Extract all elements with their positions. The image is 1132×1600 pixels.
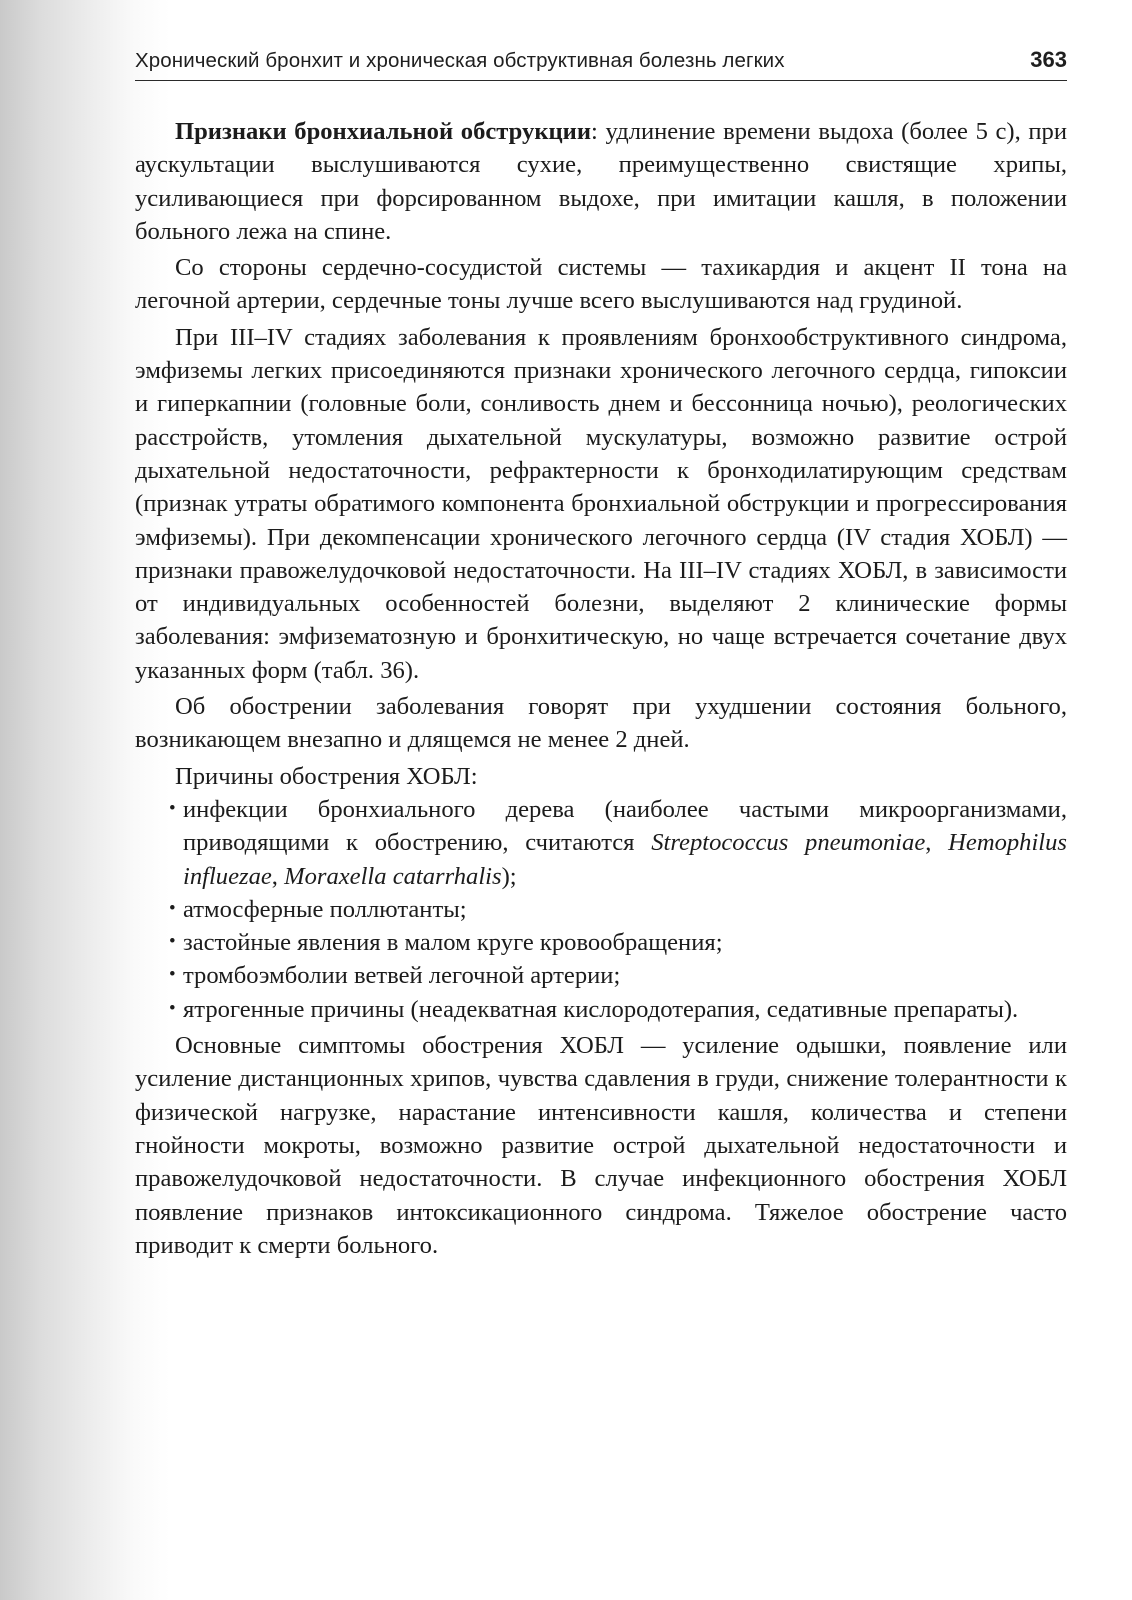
paragraph-cardiovascular: Со стороны сердечно-сосудистой системы — тахикардия и акцент II тона на легочной артерии, сердечные тоны лучше всего выслушиваются над грудиной. [135, 254, 1067, 315]
list-item: • атмосферные поллютанты; [183, 893, 1067, 926]
causes-list [135, 793, 1067, 1026]
list-item-text: инфекции бронхиального дерева (наиболее частыми микроорганизмами, приводящими к обострению, считаются [183, 795, 1067, 857]
paragraph-obstruction-signs [135, 115, 1067, 248]
organism-name: Hemophilus influezae [183, 829, 1068, 890]
list-item: • тромбоэмболии ветвей легочной артерии; [183, 959, 1067, 992]
organism-name: Moraxella catarrhalis [284, 862, 502, 890]
list-item [183, 793, 1067, 893]
organism-name: Streptococcus pneumoniae [651, 829, 926, 857]
body-text [135, 115, 1067, 1262]
paragraph-stages: При III–IV стадиях заболевания к проявлениям бронхообструктивного синдрома, эмфиземы легких присоединяются признаки хронического легочного сердца, гипоксии и гиперкапнии (головные боли, сонливость днем и бессонница ночью), реологических расстройств, утомления дыхательной мускулатуры, возможно развитие острой дыхательной недостаточности, рефрактерности к бронходилатирующим средствам (признак утраты обратимого компонента бронхиальной обструкции и прогрессирования эмфиземы). При декомпенсации хронического легочного сердца (IV стадия ХОБЛ) — признаки правожелудочковой недостаточности. На III–IV стадиях ХОБЛ, в зависимости от индивидуальных особенностей болезни, выделяют 2 клинические формы заболевания: эмфизематозную и бронхитическую, но чаще встречается сочетание двух указанных форм (табл. 36). [135, 323, 1067, 684]
running-title: Хронический бронхит и хроническая обструктивная болезнь легких [135, 49, 785, 72]
page-number: 363 [1030, 47, 1067, 72]
list-item: • ятрогенные причины (неадекватная кислородотерапия, седативные препараты). [183, 993, 1067, 1026]
list-item-end: ); [501, 862, 517, 890]
paragraph-exacerbation-definition: Об обострении заболевания говорят при ухудшении состояния больного, возникающем внезапно и длящемся не менее 2 дней. [135, 693, 1067, 754]
separator-text: , [271, 862, 285, 890]
separator-text: , [925, 829, 949, 857]
paragraph-text: : удлинение времени выдоха (более 5 с), при аускультации выслушиваются сухие, преимущественно свистящие хрипы, усиливающиеся при форсированном выдохе, при имитации кашля, в положении больного лежа на спине. [135, 118, 1067, 245]
paragraph-causes-intro: Причины обострения ХОБЛ: [175, 762, 478, 790]
running-header [135, 46, 1067, 81]
paragraph-main-symptoms: Основные симптомы обострения ХОБЛ — усиление одышки, появление или усиление дистанционных хрипов, чувства сдавления в груди, снижение толерантности к физической нагрузке, нарастание интенсивности кашля, количества и степени гнойности мокроты, возможно развитие острой дыхательной недостаточности и правожелудочковой недостаточности. В случае инфекционного обострения ХОБЛ появление признаков интоксикационного синдрома. Тяжелое обострение часто приводит к смерти больного. [135, 1032, 1067, 1259]
paragraph-lead-term: Признаки бронхиальной обструкции [175, 118, 591, 145]
list-item: • застойные явления в малом круге кровообращения; [183, 926, 1067, 959]
